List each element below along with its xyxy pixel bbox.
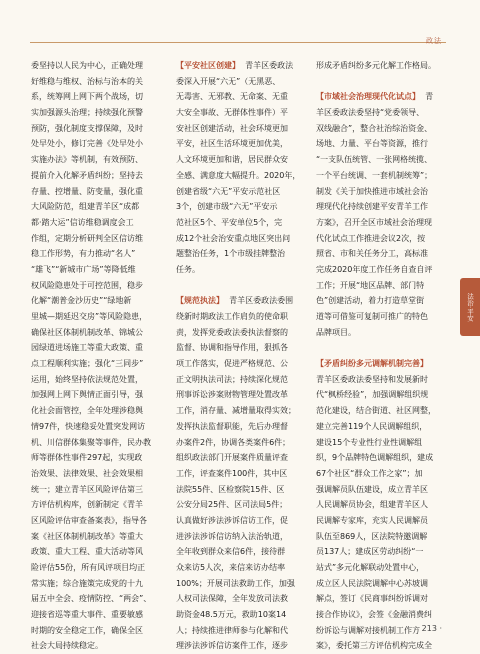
text-line: 方评估机构库，创新制定《青羊 xyxy=(31,500,143,510)
text-line: 治效果、法律效果、社会效果相 xyxy=(31,468,143,478)
text-line: 范社区5个、平安单位5个，完 xyxy=(176,217,283,227)
text-line: 确保社区体制机制改革、锦城公 xyxy=(31,327,143,337)
text-line: 67个社区“群众工作之家”；加 xyxy=(316,468,423,478)
text-line: 100%；开展司法救助工作，加强 xyxy=(176,578,295,588)
text-line xyxy=(176,278,304,294)
text-line: 迎接省巡等重大事件、重要敏感 xyxy=(31,610,143,620)
text-line: 大安全事故、无群体性事件）平 xyxy=(176,108,288,118)
text-line: 人；持续推进律师参与化解和代 xyxy=(176,625,288,635)
text-line: 刑事诉讼涉案财物管理处置改革 xyxy=(176,390,288,400)
text-line: 队伍至869人，区法院特邀调解 xyxy=(316,531,428,541)
text-line: 案》，委托第三方评估机构完成全 xyxy=(316,641,432,651)
text-line: 点工程顺利实施；强化“三同步” xyxy=(31,359,144,369)
text-line: 解点，签订《民商事纠纷诉调对 xyxy=(316,594,428,604)
text-line: 系，统筹网上网下两个战场，切 xyxy=(31,92,143,102)
text-line: 处早处小，修订完善《处早处小 xyxy=(31,139,143,149)
subsection-heading: 【平安社区创建】 xyxy=(176,61,240,70)
text-line: 人文环境更加和谐，居民群众安 xyxy=(176,155,288,165)
text-line: 预防，强化制度支撑保障，及时 xyxy=(31,123,143,133)
text-line: 3个，创建市级“六无”平安示 xyxy=(176,202,278,212)
text-line: 作组，定期分析研判全区信访维 xyxy=(31,233,143,243)
text-line: 一个平台统调、一套机制统筹”； xyxy=(316,170,433,180)
text-line: 工作，消存量、减增量取得实效； xyxy=(176,406,296,416)
text-line: 工作，评查案件100件，其中区 xyxy=(176,468,288,478)
text-line: 公安分局25件、区司法局5件； xyxy=(176,500,288,510)
text-line: 届五中全会、疫情防控、“两会”、 xyxy=(31,594,152,604)
text-line: 助资金48.5万元，救助10案14 xyxy=(176,610,287,620)
text-line: 强调解员队伍建设，成立青羊区 xyxy=(316,484,428,494)
text-line: 责，发挥党委政法委执法督察的 xyxy=(176,327,288,337)
text-line: 法院55件、区检察院15件、区 xyxy=(176,484,285,494)
text-line: 民调解专家库，充实人民调解员 xyxy=(316,515,428,525)
text-line: 正文明执法司法；持续深化规范 xyxy=(176,374,288,384)
text-line: 都·踏大运”信访维稳调度会工 xyxy=(31,217,134,227)
subsection-heading: 【矛盾纠纷多元调解机制完善】 xyxy=(316,359,428,369)
subsection-heading: 【规范执法】 xyxy=(176,296,224,306)
text-line: 园绿道进场施工等重大政策、重 xyxy=(31,343,143,353)
text-line: 时期的安全稳定工作，确保全区 xyxy=(31,625,143,635)
section-title: 政法 xyxy=(426,37,442,45)
text-line: 运用，始终坚持依法规范处置， xyxy=(31,374,143,384)
text-column-1 xyxy=(31,58,159,654)
text-line xyxy=(176,58,304,74)
text-line: 平安，社区生活环境更加优美， xyxy=(176,139,288,149)
text-line: 成12个社会治安重点地区突出问 xyxy=(176,233,291,243)
text-line: 办案件2件，协调各类案件6件； xyxy=(176,437,291,447)
text-line: 实施办法》等机制，有效预防、 xyxy=(31,155,143,165)
text-line: 人权司法保障，全年发放司法救 xyxy=(176,594,288,604)
text-line: 化解“潮普金沙历史”“绿地新 xyxy=(31,296,132,306)
text-line: 理现代化持续创建平安青羊工作 xyxy=(316,202,428,212)
text-line: 成立区人民法院调解中心苏坡调 xyxy=(316,578,428,588)
text-line: 加强网上网下舆情正面引导，强 xyxy=(31,390,143,400)
text-line: 机、川信群体集聚等事件，民办教 xyxy=(31,437,151,447)
text-line: 全年收到群众来信6件，接待群 xyxy=(176,547,286,557)
text-line: 绕新时期政法工作肩负的使命职 xyxy=(176,312,288,321)
text-line: 羊区委政法委坚持“党委领导、 xyxy=(316,108,425,118)
text-line: 纷诉讼与调解对接机制工作方 xyxy=(316,625,420,635)
text-line: 社会大局持续稳定。 xyxy=(31,641,103,651)
text-line: 接合作协议》，会签《金融消费纠 xyxy=(316,610,432,620)
subsection-heading: 【市域社会治理现代化试点】 xyxy=(316,92,420,102)
text-line: 险评估55份，所有风评项目均正 xyxy=(31,563,146,572)
text-line: “雄飞”“新城市广场”等降低维 xyxy=(31,264,136,274)
text-line: 人民调解员协会，组建青羊区人 xyxy=(316,500,428,510)
text-line: 题整治任务，1个市级挂牌整治 xyxy=(176,249,286,259)
text-line: 师等群体性事件297起，实现政 xyxy=(31,453,143,463)
text-line: 委坚持以人民为中心，正确处理 xyxy=(31,61,143,70)
text-line: 形成矛盾纠纷多元化解工作格局。 xyxy=(316,61,436,70)
page-number: · 213 · xyxy=(416,624,442,633)
text-line: 好维稳与维权、治标与治本的关 xyxy=(31,76,143,86)
text-line: 场地、力量、平台等资源，推行 xyxy=(316,139,428,149)
text-line: 委深入开展“六无”（无黑恶、 xyxy=(176,76,281,86)
text-column-3 xyxy=(316,58,444,654)
text-line: 范化建设，结合街道、社区网整， xyxy=(316,406,436,416)
text-line xyxy=(176,293,304,309)
text-line: 员137人；建成区劳动纠纷“一 xyxy=(316,547,424,557)
text-line: 稳工作形势，有力推动“名人” xyxy=(31,249,136,259)
text-line: 建设15个专业性行业性调解组 xyxy=(316,437,423,447)
text-line xyxy=(316,89,444,105)
text-line: 织，9个品牌特色调解组织，建成 xyxy=(316,453,434,463)
text-line xyxy=(316,340,444,356)
text-line: 发挥执法监督职能，先后办理督 xyxy=(176,421,288,431)
text-line: 提前介入化解矛盾纠纷；坚持去 xyxy=(31,170,143,180)
text-line: 情97件，快速稳妥处置突发网访 xyxy=(31,421,146,431)
text-line: 权风险隐患处于可控范围，稳步 xyxy=(31,280,143,290)
text-line: 制发《关于加快推进市域社会治 xyxy=(316,186,428,196)
text-line: 实加强源头治理；持续强化预警 xyxy=(31,108,143,118)
text-line: 全感、满意度大幅提升。2020年， xyxy=(176,170,301,180)
text-line: 安社区创建活动，社会环境更加 xyxy=(176,123,288,133)
text-line: 案《社区体制机制改革》等重大 xyxy=(31,531,143,541)
text-line: 色”创建活动，着力打造草堂街 xyxy=(316,296,425,306)
text-line: “一支队伍统管、一张网格统揽、 xyxy=(316,155,433,165)
text-line: 众来访5人次，来信来访办结率 xyxy=(176,563,286,572)
text-line: 进涉法涉诉信访纳入法治轨道， xyxy=(176,531,288,541)
text-line: 里城—期延迟交房”等风险隐患， xyxy=(31,312,148,321)
text-line: 常实施；综合施策完成党的十九 xyxy=(31,578,143,588)
text-line: 创建省级“六无”平安示范社区 xyxy=(176,186,281,196)
text-line xyxy=(316,356,444,372)
text-line: 完成2020年度工作任务自查自评 xyxy=(316,264,433,274)
text-line: 大风险防范，组建青羊区“成都 xyxy=(31,202,140,212)
text-line: 无毒害、无邪教、无命案、无重 xyxy=(176,92,288,102)
heading-tail-text: 青羊区委政法委围 xyxy=(224,296,294,306)
text-line: 理涉法涉诉信访案件工作，逐步 xyxy=(176,641,288,651)
text-line: 工作；开展“地区品牌、部门特 xyxy=(316,280,425,290)
text-line xyxy=(316,74,444,90)
text-line: 品牌项目。 xyxy=(316,327,356,337)
text-line: 道等可借鉴可复制可推广的特色 xyxy=(316,312,428,321)
page-header xyxy=(0,0,480,45)
text-line: 监督、协调和指导作用，狠抓各 xyxy=(176,343,288,353)
text-line: 认真做好涉法涉诉信访工作，促 xyxy=(176,515,288,525)
text-line: 化社会面管控，全年处理涉稳舆 xyxy=(31,406,143,416)
text-line: 青羊区委政法委坚持和发展新时 xyxy=(316,374,428,384)
text-line: 组织政法部门开展案件质量评查 xyxy=(176,453,288,463)
text-line: 双线融合”，整合社治综治资金、 xyxy=(316,123,433,133)
text-line: 任务。 xyxy=(176,264,200,274)
text-line: 代化试点工作推进会议2次，按 xyxy=(316,233,426,243)
text-line: 区风险评估审查备案表》，指导各 xyxy=(31,515,147,525)
heading-tail-text: 青羊区委政法 xyxy=(240,61,294,70)
text-line: 建立完善119个人民调解组织， xyxy=(316,421,428,431)
text-line: 方案》，召开全区市域社会治理现 xyxy=(316,217,432,227)
text-line: 站式”多元化解联动处置中心， xyxy=(316,563,425,572)
text-line: 存量、控增量、防变量，强化重 xyxy=(31,186,143,196)
chapter-side-tab[interactable]: 法治·平安 xyxy=(460,278,480,336)
text-line: 政策、重大工程、重大活动等风 xyxy=(31,547,143,557)
header-rule xyxy=(30,42,446,43)
text-column-2 xyxy=(176,58,304,654)
text-line: 项工作落实，促进严格规范、公 xyxy=(176,359,288,369)
text-line: 代“枫桥经验”，加强调解组织规 xyxy=(316,390,429,400)
text-line: 统一；建立青羊区风险评估第三 xyxy=(31,484,143,494)
heading-tail-text: 青 xyxy=(420,92,434,102)
text-line: 照省、市和关任务分工，高标准 xyxy=(316,249,428,259)
